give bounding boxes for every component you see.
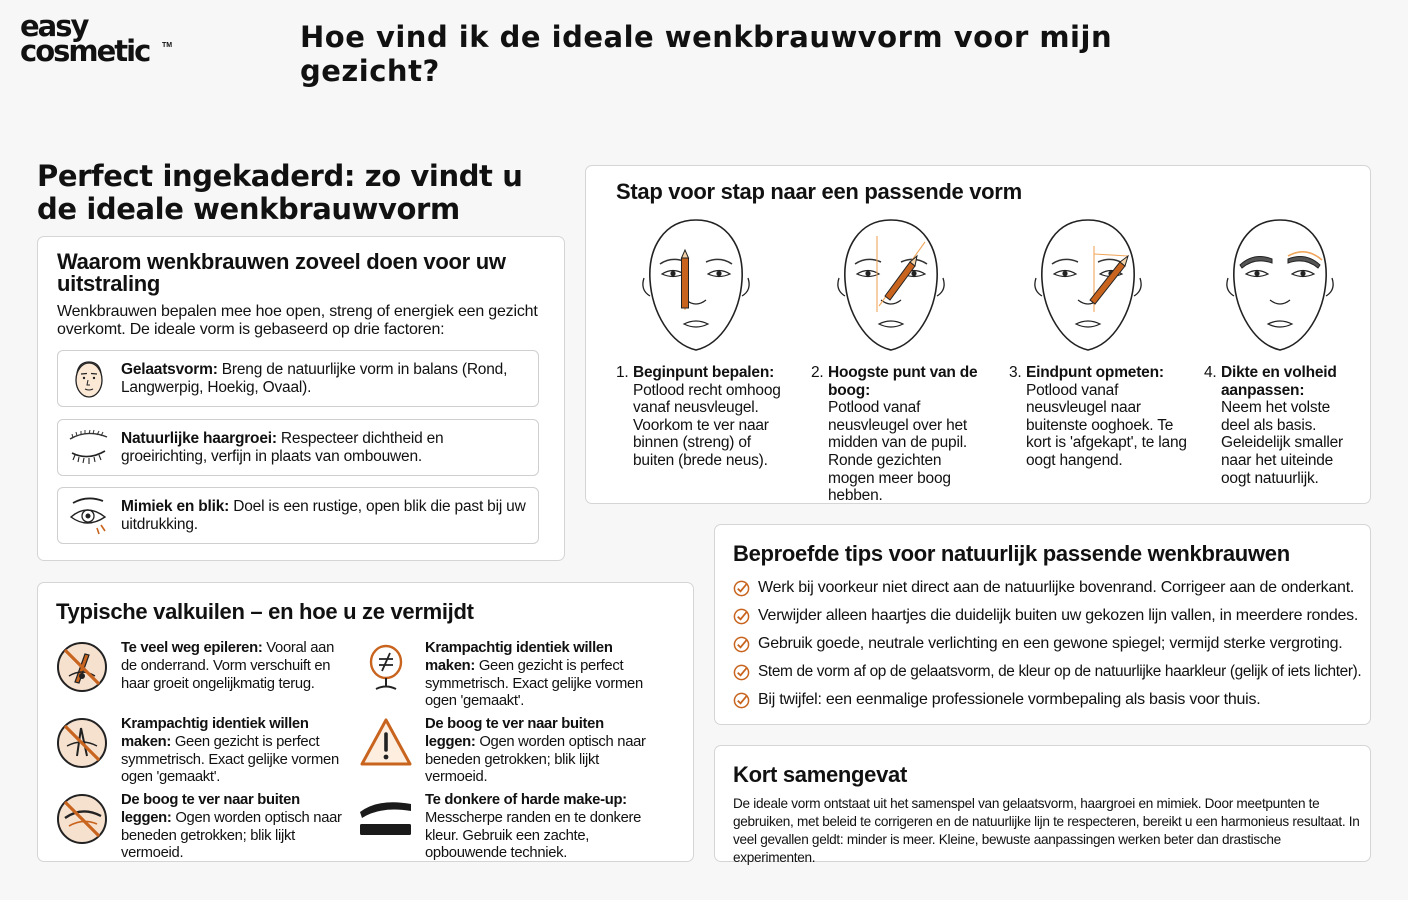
why-title: Waarom wenkbrauwen zoveel doen voor uw uitstraling xyxy=(57,249,506,296)
factor-label: Natuurlijke haargroei: xyxy=(121,430,277,447)
tip-item xyxy=(733,690,1363,712)
tip-text: Stem de vorm af op de gelaatsvorm, de kleur op de natuurlijke haarkleur (gelijk of iets lichter). xyxy=(758,663,1362,680)
pitfalls-title: Typische valkuilen – en hoe u ze vermijdt xyxy=(56,599,474,624)
no-eyebrow-icon xyxy=(55,792,109,846)
tip-item xyxy=(733,606,1363,628)
tips-title: Beproefde tips voor natuurlijk passende wenkbrauwen xyxy=(733,541,1290,566)
pitfall-label: Krampachtig identiek willen maken: xyxy=(121,716,309,750)
step-number: 3. xyxy=(1009,364,1022,381)
factor-item-face-shape xyxy=(57,350,539,407)
no-plucking-icon xyxy=(55,640,109,694)
factor-text: Breng de natuurlijke vorm in balans (Rond, Langwerpig, Hoekig, Ovaal). xyxy=(121,361,508,396)
steps-card xyxy=(585,165,1371,504)
pitfall-text: Ogen worden optisch naar beneden getrokken; blik lijkt vermoeid. xyxy=(121,809,342,862)
tip-text: Gebruik goede, neutrale verlichting en een gewone spiegel; vermijd sterke vergroting. xyxy=(758,635,1343,652)
summary-title: Kort samengevat xyxy=(733,762,908,787)
tip-item xyxy=(733,578,1363,600)
main-heading: Perfect ingekaderd: zo vindt u de ideale wenkbrauwvorm xyxy=(37,159,523,226)
steps-title: Stap voor stap naar een passende vorm xyxy=(616,179,1022,204)
factor-text: Doel is een rustige, open blik die past bij uw uitdrukking. xyxy=(121,498,526,533)
mirror-not-equal-icon xyxy=(359,640,413,694)
step-heading: Dikte en volheid aanpassen: xyxy=(1221,364,1337,399)
brand-logo xyxy=(20,9,180,70)
pitfall-item xyxy=(55,792,345,862)
step-1 xyxy=(616,364,796,470)
step-number: 2. xyxy=(811,364,824,381)
step-2 xyxy=(811,364,991,505)
step-text: Potlood vanaf neusvleugel over het midden van de pupil. Ronde gezichten mogen meer boog hebben. xyxy=(828,399,968,505)
factor-item-expression xyxy=(57,487,539,544)
pitfall-item xyxy=(359,716,649,786)
pitfall-text: Geen gezicht is perfect symmetrisch. Exact gelijke vormen ogen 'gemaakt'. xyxy=(121,733,339,786)
pitfall-label: Krampachtig identiek willen maken: xyxy=(425,640,613,674)
step-text: Potlood recht omhoog vanaf neusvleugel. Voorkom te ver naar binnen (streng) of buiten (brede neus). xyxy=(633,381,781,469)
face-step-4-illustration xyxy=(1220,216,1340,356)
face-icon xyxy=(67,358,111,400)
pitfall-item xyxy=(359,640,649,710)
dark-brow-icon xyxy=(359,792,413,846)
check-circle-icon xyxy=(733,664,750,681)
face-step-2-illustration xyxy=(831,216,951,356)
step-3 xyxy=(1009,364,1189,470)
pitfall-item xyxy=(55,716,345,786)
step-4 xyxy=(1204,364,1354,487)
step-number: 4. xyxy=(1204,364,1217,381)
logo-line-2: cosmetic xyxy=(20,34,150,68)
summary-card xyxy=(714,745,1371,865)
pitfall-label: De boog te ver naar buiten leggen: xyxy=(121,792,300,826)
warning-icon xyxy=(359,716,413,770)
face-step-1-illustration xyxy=(636,216,756,356)
pitfall-label: Te donkere of harde make-up: xyxy=(425,792,627,808)
pitfall-text: Messcherpe randen en te donkere kleur. Gebruik een zachte, opbouwende techniek. xyxy=(425,809,642,862)
face-step-3-illustration xyxy=(1028,216,1148,356)
pitfall-label: De boog te ver naar buiten leggen: xyxy=(425,716,604,750)
no-tweezers-icon xyxy=(55,716,109,770)
page-title: Hoe vind ik de ideale wenkbrauwvorm voor mijn gezicht? xyxy=(300,20,1113,88)
tip-text: Bij twijfel: een eenmalige professionele vormbepaling als basis voor thuis. xyxy=(758,691,1261,708)
tips-card xyxy=(714,524,1371,725)
summary-text: De ideale vorm ontstaat uit het samenspel van gelaatsvorm, haargroei en mimiek. Door meetpunten te gebruiken, met beleid te corrigeren en de natuurlijke lijn te respecteren, bereikt u een harmonieus resultaat. In veel gevallen geldt: minder is meer. Kleine, bewuste aanpassingen werken beter dan drastische experimenten. xyxy=(733,796,1360,865)
factor-item-hair-growth xyxy=(57,419,539,476)
logo-line-1: easy xyxy=(20,9,88,43)
factor-text: Respecteer dichtheid en groeirichting, verfijn in plaats van ombouwen. xyxy=(121,430,444,465)
pitfall-text: Geen gezicht is perfect symmetrisch. Exact gelijke vormen ogen 'gemaakt'. xyxy=(425,657,643,710)
pitfall-label: Te veel weg epileren: xyxy=(121,640,263,656)
why-intro: Wenkbrauwen bepalen mee hoe open, streng of energiek een gezicht overkomt. De ideale vorm is gebaseerd op drie factoren: xyxy=(57,303,538,338)
step-text: Potlood vanaf neusvleugel naar buitenste ooghoek. Te kort is 'afgekapt', te lang oogt hangend. xyxy=(1026,381,1187,469)
eyelash-icon xyxy=(67,427,111,469)
check-circle-icon xyxy=(733,608,750,625)
tip-item xyxy=(733,634,1363,656)
step-heading: Eindpunt opmeten: xyxy=(1026,364,1164,381)
check-circle-icon xyxy=(733,636,750,653)
tip-text: Werk bij voorkeur niet direct aan de natuurlijke bovenrand. Corrigeer aan de onderkant. xyxy=(758,579,1355,596)
check-circle-icon xyxy=(733,692,750,709)
pitfalls-card xyxy=(37,582,694,862)
tip-text: Verwijder alleen haartjes die duidelijk buiten uw gekozen lijn vallen, in meerdere rondes. xyxy=(758,607,1359,624)
step-heading: Hoogste punt van de boog: xyxy=(828,364,978,399)
factor-label: Gelaatsvorm: xyxy=(121,361,218,378)
pitfall-text: Vooral aan de onderrand. Vorm verschuift en haar groeit ongelijkmatig terug. xyxy=(121,640,335,692)
step-heading: Beginpunt bepalen: xyxy=(633,364,775,381)
step-number: 1. xyxy=(616,364,629,381)
pitfall-item xyxy=(55,640,345,700)
tip-item xyxy=(733,662,1363,684)
trademark: TM xyxy=(162,42,173,49)
why-card xyxy=(37,236,565,561)
pitfall-text: Ogen worden optisch naar beneden getrokken; blik lijkt vermoeid. xyxy=(425,733,646,786)
eye-icon xyxy=(67,495,111,537)
factor-label: Mimiek en blik: xyxy=(121,498,230,515)
pitfall-item xyxy=(359,792,649,862)
step-text: Neem het volste deel als basis. Geleidelijk smaller naar het uiteinde oogt natuurlijk. xyxy=(1221,399,1343,487)
check-circle-icon xyxy=(733,580,750,597)
